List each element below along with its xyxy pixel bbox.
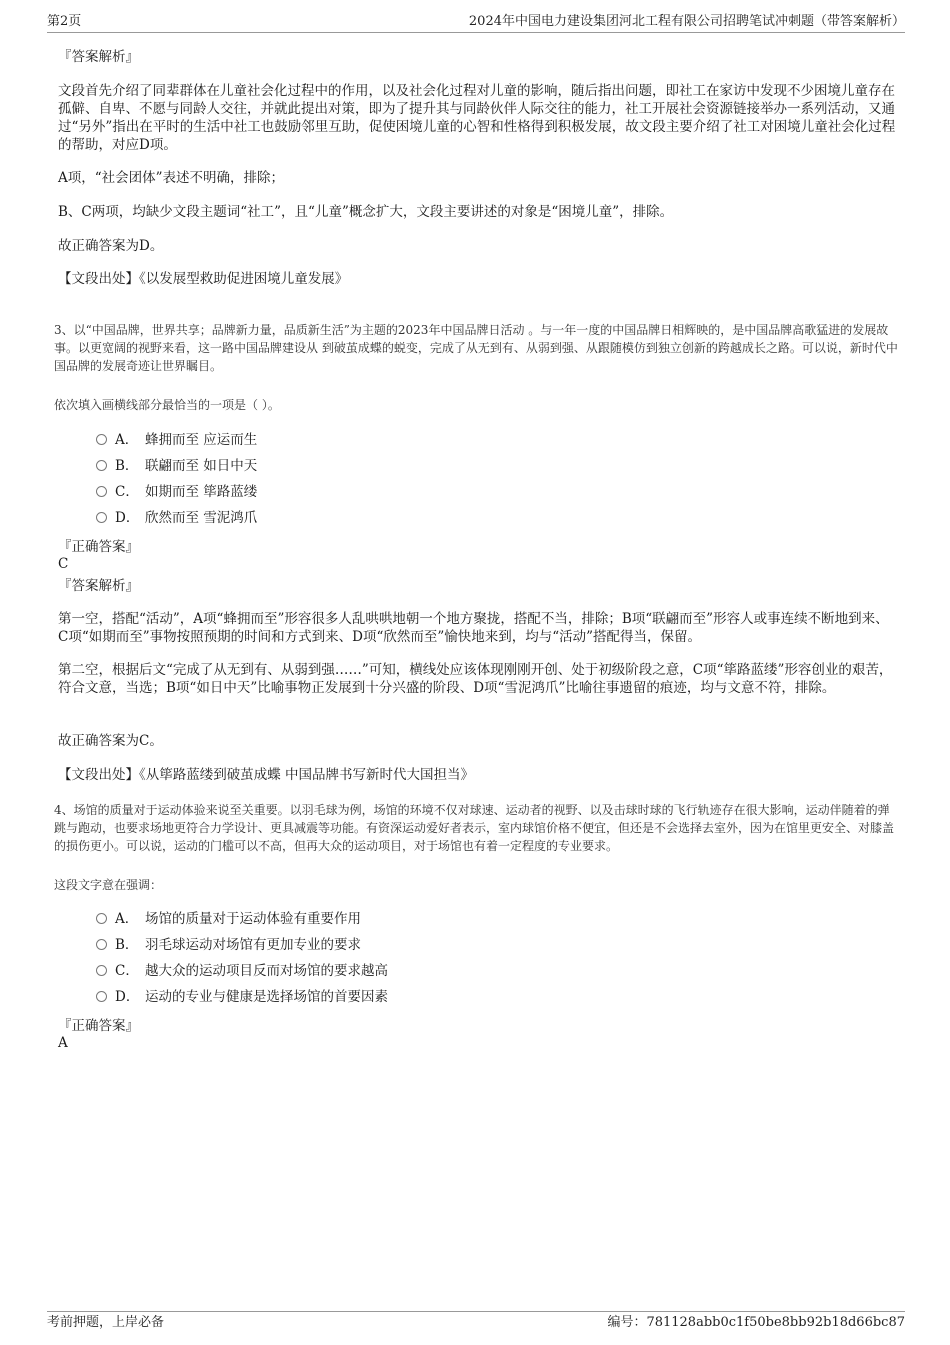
q3-analysis-p1: 第一空，搭配“活动”，A项“蜂拥而至”形容很多人乱哄哄地朝一个地方聚拢，搭配不当，排除；B项“联翩而至”形容人或事连续不断地到来、C项“如期而至”事物按照预期的时间和方式到来、D项“欣然而至”愉快地来到，均与“活动”搭配得当，保留。	[58, 611, 889, 645]
option-letter: C．	[115, 963, 139, 979]
q4-answer-label: 『正确答案』	[58, 1018, 139, 1034]
q3-option-c[interactable]	[96, 483, 257, 501]
q4-option-a[interactable]	[96, 910, 361, 928]
radio-icon[interactable]	[96, 991, 107, 1002]
radio-icon[interactable]	[96, 939, 107, 950]
q3-source: 【文段出处】《从筚路蓝缕到破茧成蝶 中国品牌书写新时代大国担当》	[58, 767, 475, 783]
option-text: 运动的专业与健康是选择场馆的首要因素	[145, 989, 388, 1005]
radio-icon[interactable]	[96, 965, 107, 976]
q2-analysis-p1: 文段首先介绍了同辈群体在儿童社会化过程中的作用，以及社会化过程对儿童的影响，随后指出问题，即社工在家访中发现不少困境儿童存在孤僻、自卑、不愿与同龄人交往，并就此提出对策，即为了提升其与同龄伙伴人际交往的能力，社工开展社会资源链接举办一系列活动，又通过“另外”指出在平时的生活中社工也鼓励邻里互助，促使困境儿童的心智和性格得到积极发展，故文段主要介绍了社工对困境儿童社会化过程的帮助，对应D项。	[58, 83, 896, 153]
page-header	[47, 12, 905, 33]
radio-icon[interactable]	[96, 460, 107, 471]
option-text: 蜂拥而至 应运而生	[145, 432, 258, 448]
option-letter: B．	[115, 458, 139, 474]
q2-analysis-label: 『答案解析』	[58, 49, 139, 65]
option-text: 联翩而至 如日中天	[145, 458, 258, 474]
q3-option-d[interactable]	[96, 509, 257, 527]
q4-answer: A	[58, 1035, 68, 1051]
q4-stem: 4、场馆的质量对于运动体验来说至关重要。以羽毛球为例，场馆的环境不仅对球速、运动者的视野、以及击球时球的飞行轨迹存在很大影响，运动伴随着的弹跳与跑动，也要求场地更符合力学设计、更具减震等功能。有资深运动爱好者表示，室内球馆价格不便宜，但还是不会选择去室外，因为在馆里更安全、对膝盖的损伤更小。可以说，运动的门槛可以不高，但再大众的运动项目，对于场馆也有着一定程度的专业要求。	[54, 803, 895, 853]
q4-prompt: 这段文字意在强调：	[54, 878, 163, 892]
radio-icon[interactable]	[96, 434, 107, 445]
option-text: 如期而至 筚路蓝缕	[145, 484, 258, 500]
option-text: 场馆的质量对于运动体验有重要作用	[145, 911, 361, 927]
q3-option-a[interactable]	[96, 431, 257, 449]
q3-analysis-label: 『答案解析』	[58, 578, 139, 594]
option-text: 越大众的运动项目反而对场馆的要求越高	[145, 963, 388, 979]
page-number: 第2页	[47, 14, 82, 29]
option-letter: A．	[115, 911, 139, 927]
q2-analysis-p2: A项，“社会团体”表述不明确，排除；	[58, 170, 285, 186]
q2-analysis-p3: B、C两项，均缺少文段主题词“社工”，且“儿童”概念扩大，文段主要讲述的对象是“困境儿童”，排除。	[58, 204, 674, 220]
option-letter: C．	[115, 484, 139, 500]
radio-icon[interactable]	[96, 512, 107, 523]
q4-option-d[interactable]	[96, 988, 388, 1006]
option-text: 羽毛球运动对场馆有更加专业的要求	[145, 937, 361, 953]
radio-icon[interactable]	[96, 913, 107, 924]
q3-prompt: 依次填入画横线部分最恰当的一项是（ ）。	[54, 398, 280, 412]
document-code: 编号：781128abb0c1f50be8bb92b18d66bc87	[607, 1315, 905, 1330]
option-letter: A．	[115, 432, 139, 448]
footer-slogan: 考前押题，上岸必备	[47, 1315, 165, 1330]
option-letter: B．	[115, 937, 139, 953]
q3-answer: C	[58, 556, 69, 572]
q4-option-b[interactable]	[96, 936, 361, 954]
q2-source: 【文段出处】《以发展型救助促进困境儿童发展》	[58, 271, 349, 287]
option-text: 欣然而至 雪泥鸿爪	[145, 510, 258, 526]
q3-option-b[interactable]	[96, 457, 257, 475]
q3-stem: 3、以“中国品牌，世界共享；品牌新力量，品质新生活”为主题的2023年中国品牌日活动 。与一年一度的中国品牌日相辉映的，是中国品牌高歌猛进的发展故事。以更宽阔的视野来看，这一路中国品牌建设从 到破茧成蝶的蜕变，完成了从无到有、从弱到强、从跟随模仿到独立创新的跨越成长之路。可以说，新时代中国品牌的发展奇迹让世界瞩目。	[54, 323, 898, 373]
option-letter: D．	[115, 510, 140, 526]
q3-analysis-p2: 第二空，根据后文“完成了从无到有、从弱到强……”可知，横线处应该体现刚刚开创、处于初级阶段之意，C项“筚路蓝缕”形容创业的艰苦，符合文意，当选；B项“如日中天”比喻事物正发展到十分兴盛的阶段、D项“雪泥鸿爪”比喻往事遗留的痕迹，均与文意不符，排除。	[58, 662, 893, 696]
document-title: 2024年中国电力建设集团河北工程有限公司招聘笔试冲刺题（带答案解析）	[468, 14, 905, 29]
q3-conclusion: 故正确答案为C。	[58, 733, 163, 749]
q2-conclusion: 故正确答案为D。	[58, 238, 164, 254]
page-footer	[47, 1311, 905, 1334]
q3-answer-label: 『正确答案』	[58, 539, 139, 555]
radio-icon[interactable]	[96, 486, 107, 497]
option-letter: D．	[115, 989, 140, 1005]
q4-option-c[interactable]	[96, 962, 388, 980]
